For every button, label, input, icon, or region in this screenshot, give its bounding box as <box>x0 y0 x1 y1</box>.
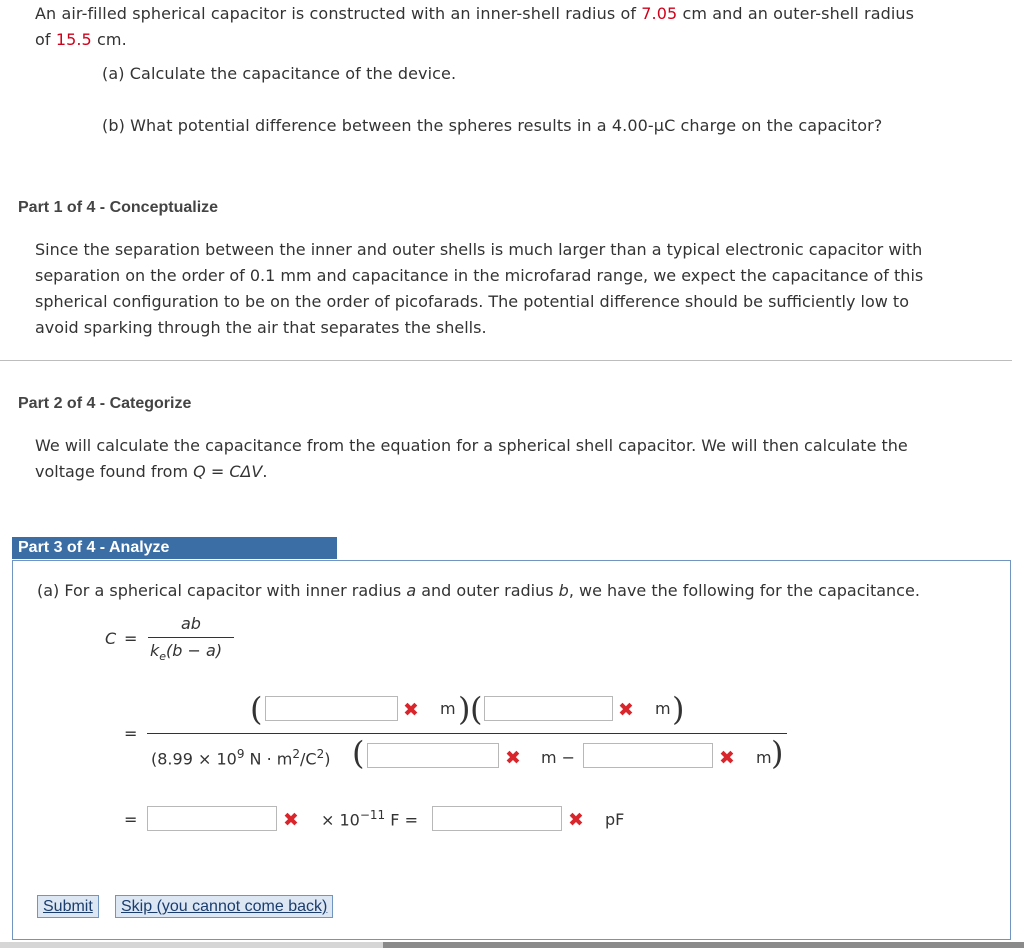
part1-heading: Part 1 of 4 - Conceptualize <box>18 199 219 216</box>
farad-unit: F = <box>385 810 418 830</box>
close-paren: ) <box>672 690 685 728</box>
problem-text: An air-filled spherical capacitor is constructed with an inner-shell radius of <box>35 4 642 23</box>
part2-line: We will calculate the capacitance from the equation for a spherical shell capacitor. We will then calculate the <box>35 436 908 455</box>
question-a: (a) Calculate the capacitance of the device. <box>102 64 457 83</box>
const-close: ) <box>324 749 331 769</box>
outer-radius-value: 15.5 <box>55 30 92 49</box>
den-k: k <box>150 641 160 660</box>
intro-text: (a) For a spherical capacitor with inner radius <box>37 581 407 600</box>
numerator-b-input[interactable] <box>484 696 613 721</box>
den-rest: (b − a) <box>166 641 223 660</box>
problem-text: of <box>35 30 56 49</box>
submit-button[interactable]: Submit <box>37 895 99 918</box>
problem-text: cm and an outer-shell radius <box>677 4 915 23</box>
part1-line: separation on the order of 0.1 mm and capacitance in the microfarad range, we expect the capacitance of this <box>35 266 924 285</box>
part2-heading: Part 2 of 4 - Categorize <box>18 395 192 412</box>
var-Q: Q <box>193 462 206 481</box>
period: . <box>262 462 268 481</box>
fraction-bar-big <box>147 733 787 734</box>
part1-line: spherical configuration to be on the order of picofarads. The potential difference should be sufficiently low to <box>35 292 909 311</box>
result-pf-input[interactable] <box>432 806 562 831</box>
times-ten-power <box>321 808 418 829</box>
part1-text <box>35 237 995 341</box>
times-exp: −11 <box>359 808 386 822</box>
open-paren: ( <box>352 734 365 772</box>
x-mark-icon: ✖ <box>505 747 521 769</box>
const-exp: 9 <box>236 747 245 761</box>
times-text: × 10 <box>321 810 360 830</box>
const-unit: N · m <box>244 749 293 769</box>
part3-heading: Part 3 of 4 - Analyze <box>12 537 337 559</box>
equals-2: = <box>124 724 138 743</box>
part1-line: Since the separation between the inner and outer shells is much larger than a typical electronic capacitor with <box>35 240 923 259</box>
x-mark-icon: ✖ <box>403 699 419 721</box>
const-exp2: 2 <box>292 747 300 761</box>
den-sub-e: e <box>159 650 167 664</box>
var-a: a <box>406 581 417 600</box>
problem-line-1 <box>35 4 914 23</box>
open-paren: ( <box>470 690 483 728</box>
intro-text: and outer radius <box>416 581 559 600</box>
formula-equals: = <box>124 629 138 648</box>
part2-line <box>35 459 995 485</box>
close-paren: ) <box>458 690 471 728</box>
unit-m: m <box>440 699 456 718</box>
unit-m: m <box>655 699 671 718</box>
formula-denominator <box>150 641 222 663</box>
formula-C: C <box>105 629 117 648</box>
const-unit2: /C <box>300 749 317 769</box>
open-paren: ( <box>250 690 263 728</box>
inner-radius-value: 7.05 <box>641 4 678 23</box>
part2-text-span: voltage found from <box>35 462 194 481</box>
var-C: C <box>229 462 241 481</box>
fraction-bar <box>148 637 234 638</box>
formula-numerator: ab <box>181 614 201 633</box>
x-mark-icon: ✖ <box>618 699 634 721</box>
result-coefficient-input[interactable] <box>147 806 277 831</box>
x-mark-icon: ✖ <box>568 809 584 831</box>
intro-text: , we have the following for the capacitance. <box>568 581 920 600</box>
problem-line-2 <box>35 30 127 49</box>
divider <box>0 360 1012 361</box>
const-text: (8.99 × 10 <box>151 749 237 769</box>
denominator-b-input[interactable] <box>367 743 499 768</box>
part3-intro <box>37 581 920 600</box>
part2-text <box>35 433 995 485</box>
problem-text: cm. <box>91 30 127 49</box>
denominator-a-input[interactable] <box>583 743 713 768</box>
close-paren: ) <box>771 734 784 772</box>
unit-m-minus: m − <box>541 748 576 767</box>
coulomb-constant <box>151 747 330 768</box>
unit-pF: pF <box>605 810 625 829</box>
var-delta-V: ΔV <box>240 462 263 481</box>
equals-sign: = <box>205 462 230 481</box>
unit-m: m <box>756 748 772 767</box>
question-b: (b) What potential difference between the spheres results in a 4.00-µC charge on the capacitor? <box>102 116 883 135</box>
part1-line: avoid sparking through the air that separates the shells. <box>35 318 487 337</box>
var-b: b <box>558 581 569 600</box>
bottom-scroll-thumb[interactable] <box>383 942 1024 948</box>
skip-button[interactable]: Skip (you cannot come back) <box>115 895 333 918</box>
const-exp3: 2 <box>316 747 325 761</box>
numerator-a-input[interactable] <box>265 696 398 721</box>
x-mark-icon: ✖ <box>719 747 735 769</box>
x-mark-icon: ✖ <box>283 809 299 831</box>
equals-3: = <box>124 810 138 829</box>
